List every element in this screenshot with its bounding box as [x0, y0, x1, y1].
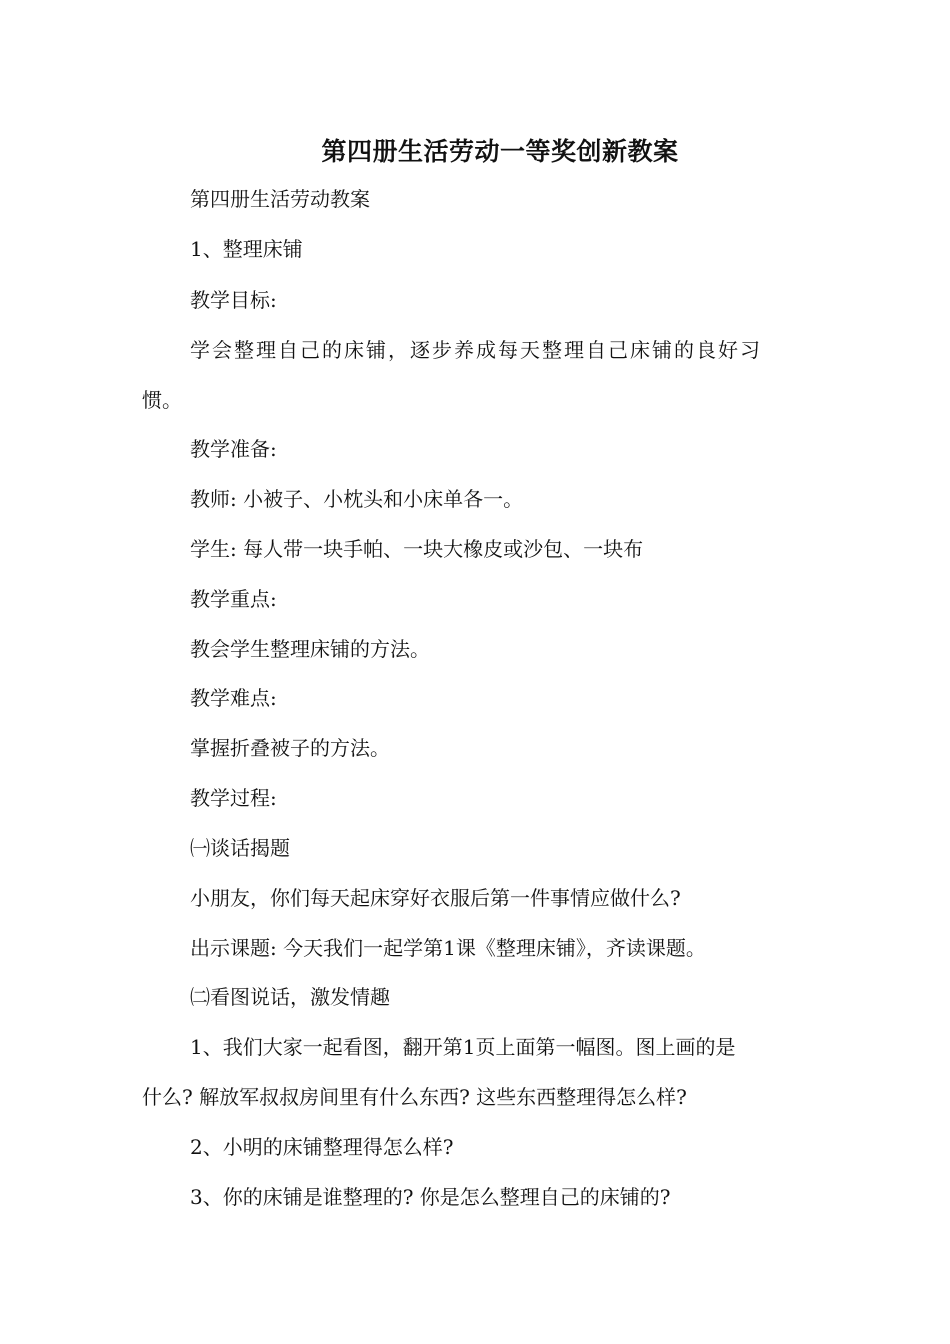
subtitle-line: 第四册生活劳动教案: [190, 187, 370, 211]
document-title: 第四册生活劳动一等奖创新教案: [321, 137, 679, 166]
section-heading-preparation: 教学准备:: [190, 437, 277, 461]
subsection-heading: ㈠谈话揭题: [190, 836, 290, 860]
paragraph-line: 教师: 小被子、小枕头和小床单各一。: [190, 487, 524, 511]
paragraph-line: 学生: 每人带一块手帕、一块大橡皮或沙包、一块布: [190, 537, 644, 561]
section-heading-key-points: 教学重点:: [190, 587, 277, 611]
lesson-heading: 1、整理床铺: [190, 237, 303, 261]
paragraph-line: 2、小明的床铺整理得怎么样?: [190, 1135, 454, 1159]
paragraph-line: 教会学生整理床铺的方法。: [190, 637, 430, 661]
subsection-heading: ㈡看图说话，激发情趣: [190, 985, 390, 1009]
paragraph-line: 什么? 解放军叔叔房间里有什么东西? 这些东西整理得怎么样?: [142, 1085, 687, 1109]
paragraph-line: 惯。: [142, 388, 182, 412]
paragraph-line: 学会整理自己的床铺，逐步养成每天整理自己床铺的良好习: [190, 338, 762, 362]
paragraph-line: 1、我们大家一起看图，翻开第1页上面第一幅图。图上画的是: [190, 1035, 736, 1059]
paragraph-line: 掌握折叠被子的方法。: [190, 736, 390, 760]
paragraph-line: 3、你的床铺是谁整理的? 你是怎么整理自己的床铺的?: [190, 1185, 671, 1209]
section-heading-objectives: 教学目标:: [190, 288, 277, 312]
paragraph-line: 出示课题: 今天我们一起学第1课《整理床铺》，齐读课题。: [190, 936, 706, 960]
section-heading-process: 教学过程:: [190, 786, 277, 810]
section-heading-difficulties: 教学难点:: [190, 686, 277, 710]
paragraph-line: 小朋友，你们每天起床穿好衣服后第一件事情应做什么?: [190, 886, 681, 910]
